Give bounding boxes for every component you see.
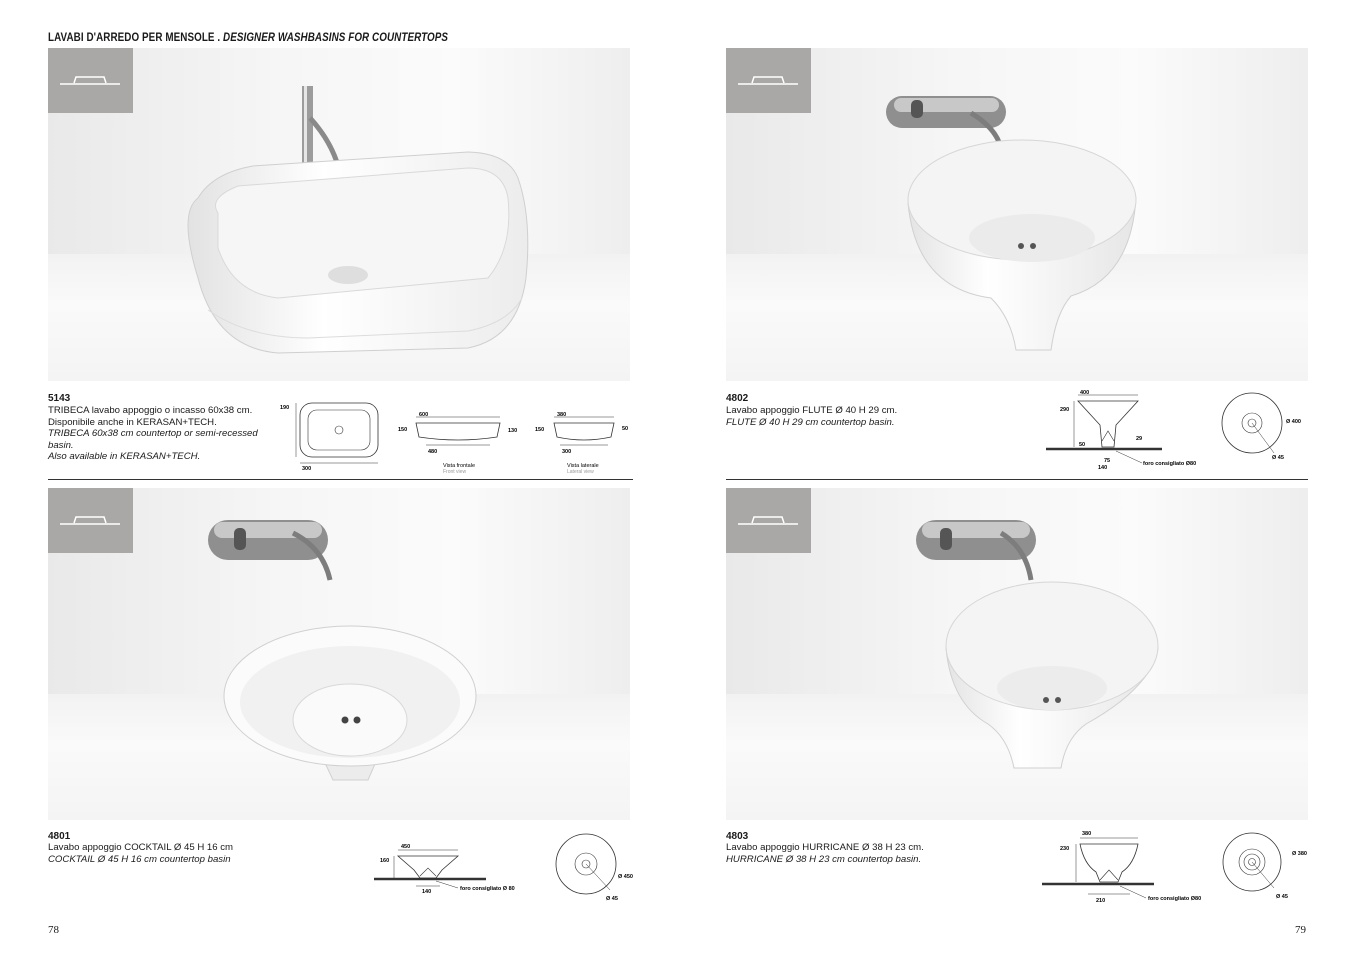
dim-label: 380 <box>1082 831 1092 837</box>
dim-label: 380 <box>557 412 567 418</box>
dim-label: 150 <box>398 427 408 433</box>
dim-label: Ø 450 <box>618 874 633 880</box>
desc-en-line: FLUTE Ø 40 H 29 cm countertop basin. <box>726 416 895 428</box>
desc-en-line: HURRICANE Ø 38 H 23 cm countertop basin. <box>726 853 922 865</box>
desc-line: Disponibile anche in KERASAN+TECH. <box>48 416 217 428</box>
technical-drawing-5143 <box>278 395 638 477</box>
header-title-en: DESIGNER WASHBASINS FOR COUNTERTOPS <box>223 30 449 44</box>
product-code: 4803 <box>726 831 749 842</box>
countertop-symbol-tag <box>48 488 133 553</box>
product-photo-4803 <box>726 488 1308 820</box>
product-photo-4802 <box>726 48 1308 381</box>
countertop-basin-icon <box>48 488 133 553</box>
desc-en-line: basin. <box>48 439 74 451</box>
product-description <box>48 405 258 463</box>
dim-label: 190 <box>280 405 290 411</box>
product-code: 5143 <box>48 393 71 404</box>
desc-line: TRIBECA lavabo appoggio o incasso 60x38 cm. <box>48 405 253 416</box>
dim-label: 450 <box>401 844 411 850</box>
dim-label: 600 <box>419 412 429 418</box>
desc-line: Lavabo appoggio COCKTAIL Ø 45 H 16 cm <box>48 842 234 853</box>
page-number-right: 79 <box>1295 924 1306 936</box>
dim-label: 140 <box>422 889 432 895</box>
product-photo-4801 <box>48 488 630 820</box>
desc-en-line: Also available in KERASAN+TECH. <box>48 451 201 462</box>
dim-label: 29 <box>1136 436 1143 442</box>
technical-drawing-4802 <box>1040 385 1310 475</box>
countertop-symbol-tag <box>726 48 811 113</box>
product-photo-5143 <box>48 48 630 381</box>
technical-drawing-4803 <box>1038 826 1310 908</box>
countertop-basin-icon <box>726 48 811 113</box>
product-description <box>726 842 924 865</box>
dim-label: 290 <box>1060 407 1070 413</box>
hole-note: foro consigliato Ø 80 <box>460 886 515 892</box>
product-code: 4802 <box>726 393 749 404</box>
view-label: Vista laterale <box>567 463 599 469</box>
dim-label: 50 <box>1079 442 1086 448</box>
catalog-header <box>48 30 448 44</box>
countertop-basin-icon <box>726 488 811 553</box>
page-number-left: 78 <box>48 924 59 936</box>
view-label-en: Lateral view <box>567 469 594 475</box>
countertop-symbol-tag <box>726 488 811 553</box>
dim-label: 150 <box>535 427 545 433</box>
divider <box>48 479 633 480</box>
divider <box>726 479 1308 480</box>
dim-label: 300 <box>302 466 312 472</box>
product-code: 4801 <box>48 831 71 842</box>
dim-label: 50 <box>622 426 629 432</box>
view-label: Vista frontale <box>443 463 476 469</box>
header-title-it: LAVABI D'ARREDO PER MENSOLE . <box>48 30 221 44</box>
dim-label: 140 <box>1098 465 1108 471</box>
countertop-symbol-tag <box>48 48 133 113</box>
technical-drawing-4801 <box>370 826 640 908</box>
desc-en-line: TRIBECA 60x38 cm countertop or semi-recessed <box>48 428 258 439</box>
dim-label: 160 <box>380 858 390 864</box>
dim-label: Ø 45 <box>1272 455 1284 461</box>
dim-label: 480 <box>428 449 438 455</box>
view-label-en: Front view <box>443 469 467 475</box>
desc-line: Lavabo appoggio HURRICANE Ø 38 H 23 cm. <box>726 842 924 853</box>
dim-label: 400 <box>1080 390 1090 396</box>
countertop-basin-icon <box>48 48 133 113</box>
dim-label: Ø 45 <box>606 896 618 902</box>
dim-label: 210 <box>1096 898 1106 904</box>
tribeca-basin-image <box>48 48 630 381</box>
hole-note: foro consigliato Ø80 <box>1148 896 1202 902</box>
desc-en-line: COCKTAIL Ø 45 H 16 cm countertop basin <box>48 853 231 865</box>
dim-label: 300 <box>562 449 572 455</box>
dim-label: 230 <box>1060 846 1070 852</box>
hole-note: foro consigliato Ø80 <box>1143 461 1197 467</box>
dim-label: Ø 45 <box>1276 894 1288 900</box>
product-description <box>48 842 233 865</box>
dim-label: Ø 380 <box>1292 851 1307 857</box>
hurricane-basin-image <box>726 488 1308 820</box>
dim-label: 75 <box>1104 458 1111 464</box>
dim-label: Ø 400 <box>1286 419 1301 425</box>
dim-label: 130 <box>508 428 518 434</box>
product-description <box>726 405 897 428</box>
cocktail-basin-image <box>48 488 630 820</box>
flute-basin-image <box>726 48 1308 381</box>
desc-line: Lavabo appoggio FLUTE Ø 40 H 29 cm. <box>726 405 898 416</box>
